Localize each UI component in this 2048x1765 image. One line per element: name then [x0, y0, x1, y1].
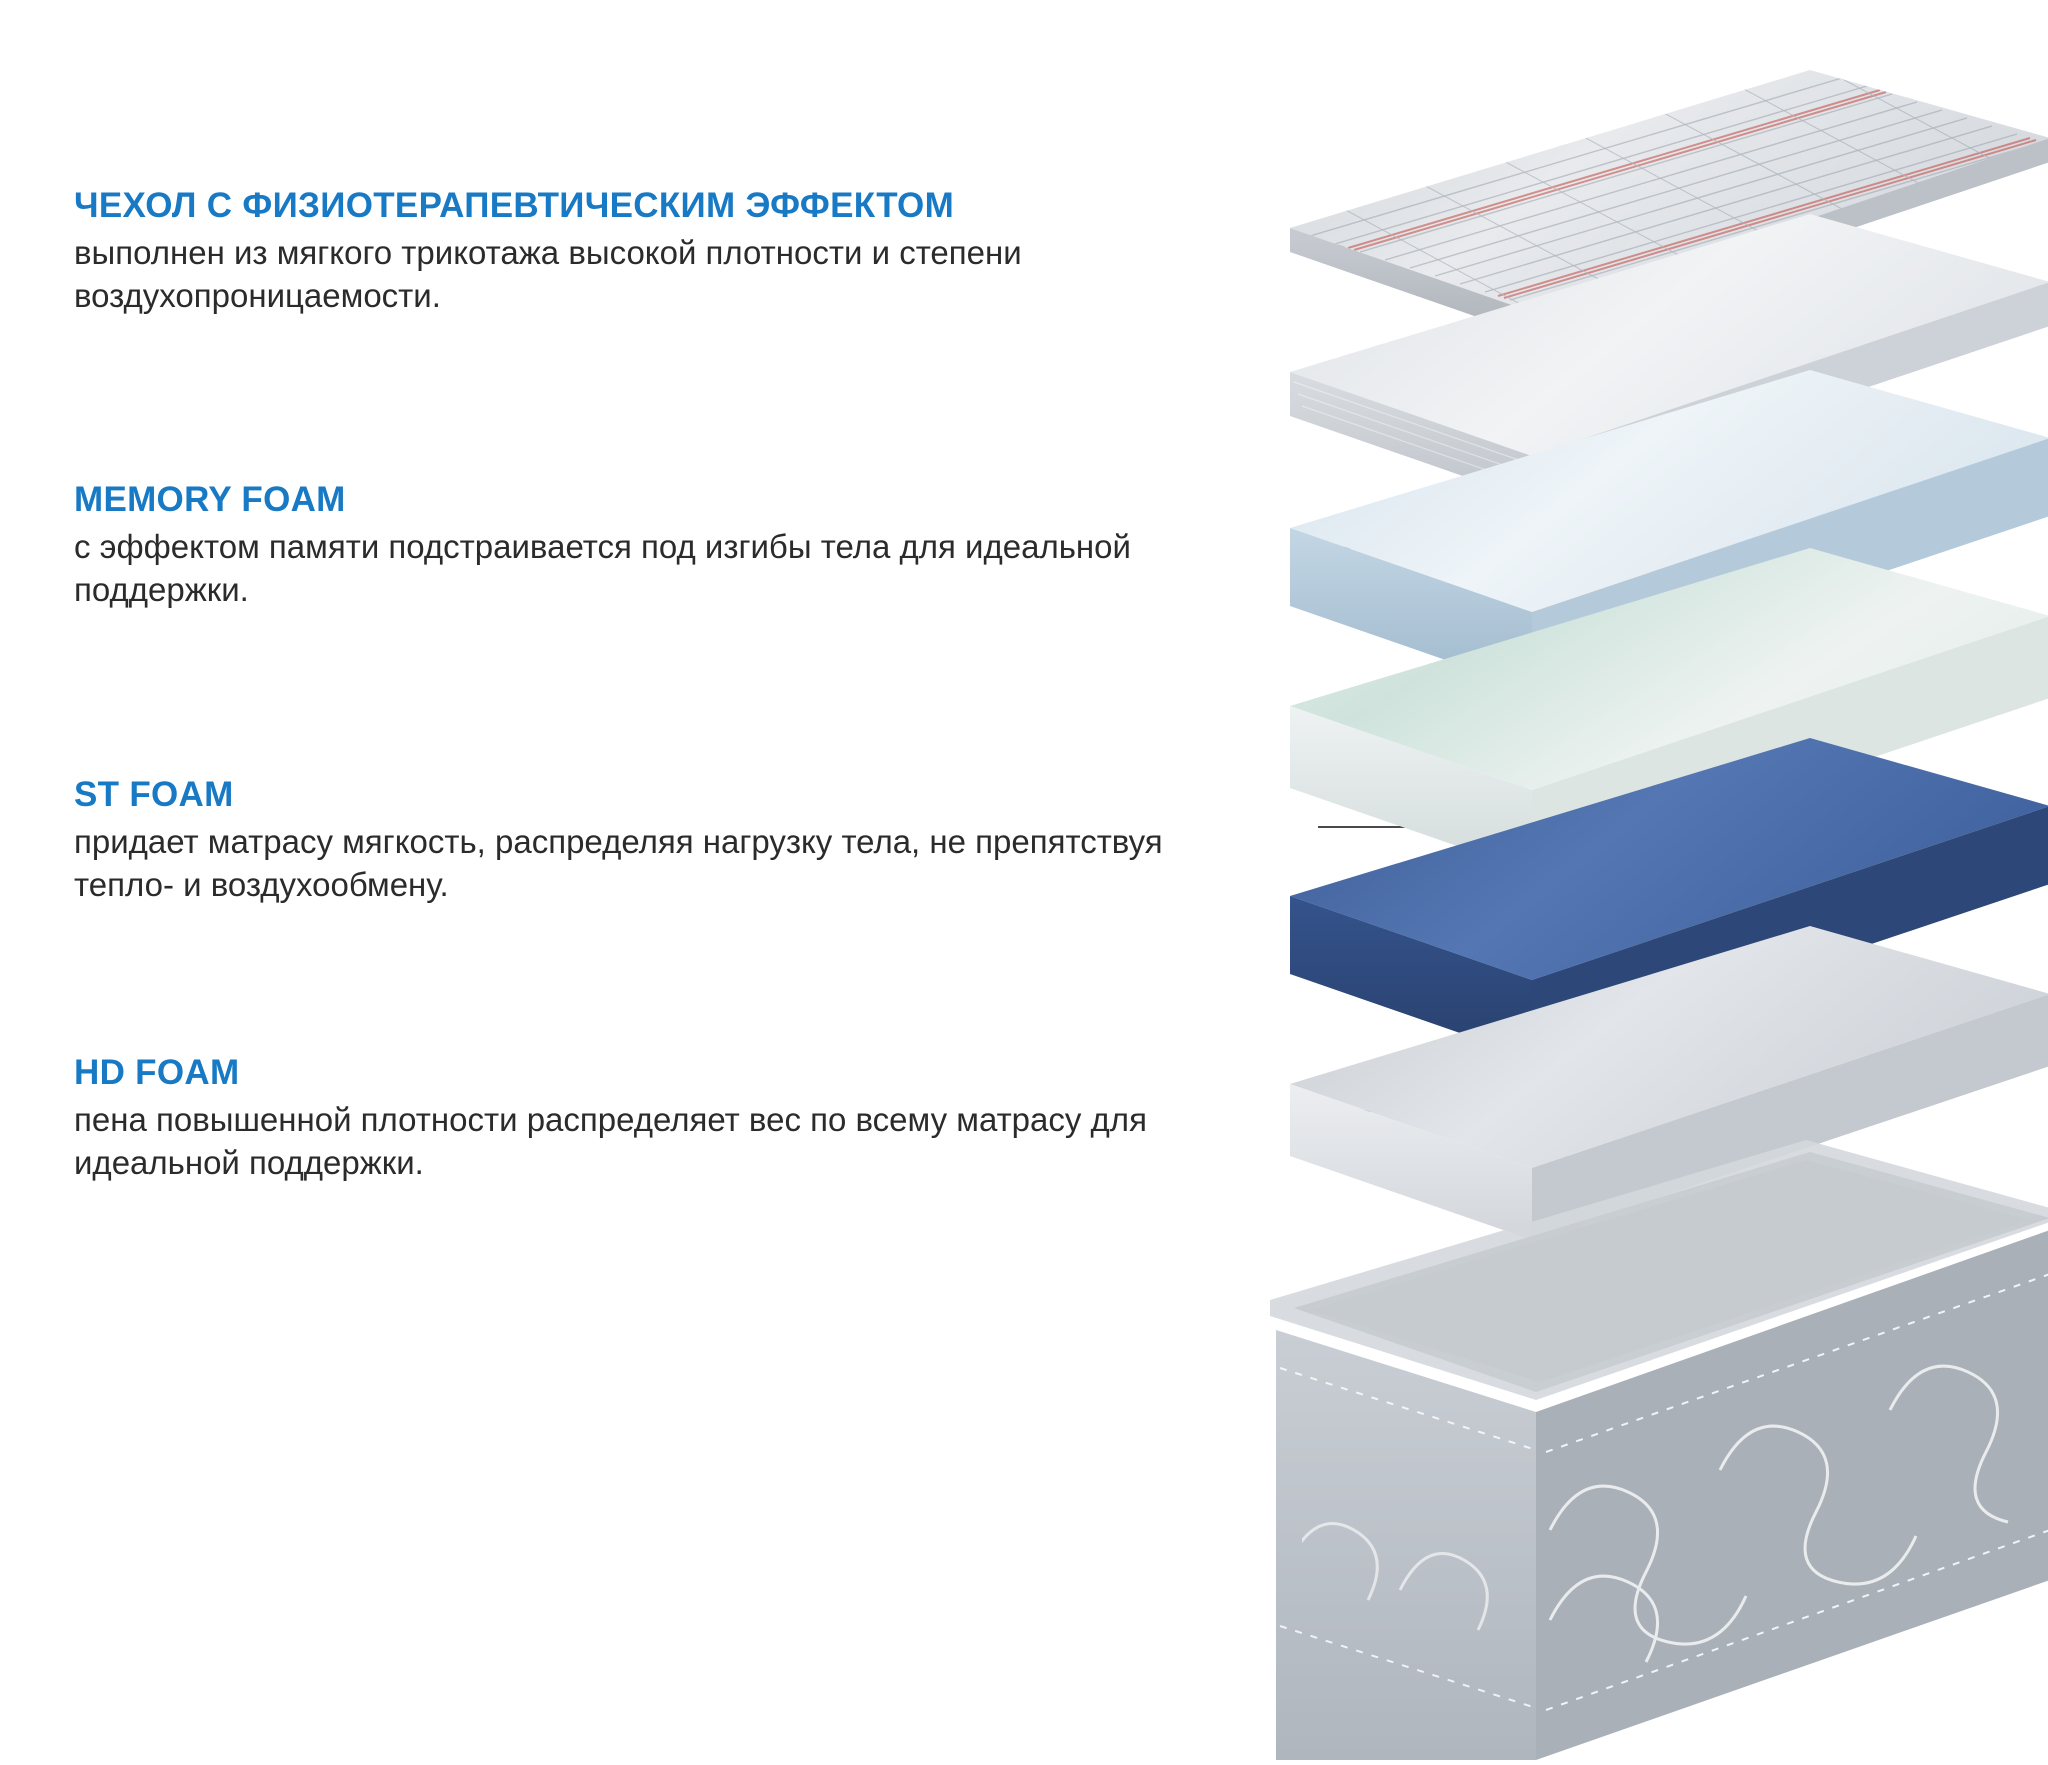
callout-memory	[74, 480, 1304, 612]
callout-st	[74, 775, 1304, 907]
callout-st-description: придает матрасу мягкость, распределяя нагрузку тела, не препятствуя тепло- и воздухообмену.	[74, 823, 1163, 904]
callout-hd	[74, 1053, 1304, 1185]
callout-hd-description: пена повышенной плотности распределяет вес по всему матрасу для идеальной поддержки.	[74, 1101, 1147, 1182]
callout-cover-title: ЧЕХОЛ С ФИЗИОТЕРАПЕВТИЧЕСКИМ ЭФФЕКТОМ	[74, 186, 955, 225]
callout-cover-description: выполнен из мягкого трикотажа высокой плотности и степени воздухопроницаемости.	[74, 234, 1022, 315]
callout-st-title: ST FOAM	[74, 775, 234, 814]
callout-memory-description: с эффектом памяти подстраивается под изгибы тела для идеальной поддержки.	[74, 528, 1131, 609]
callout-memory-title: MEMORY FOAM	[74, 480, 346, 519]
spring-block-base	[1270, 1140, 2048, 1760]
callout-hd-title: HD FOAM	[74, 1053, 240, 1092]
callout-cover	[74, 186, 1304, 318]
mattress-layer-stack	[1250, 60, 2048, 1760]
